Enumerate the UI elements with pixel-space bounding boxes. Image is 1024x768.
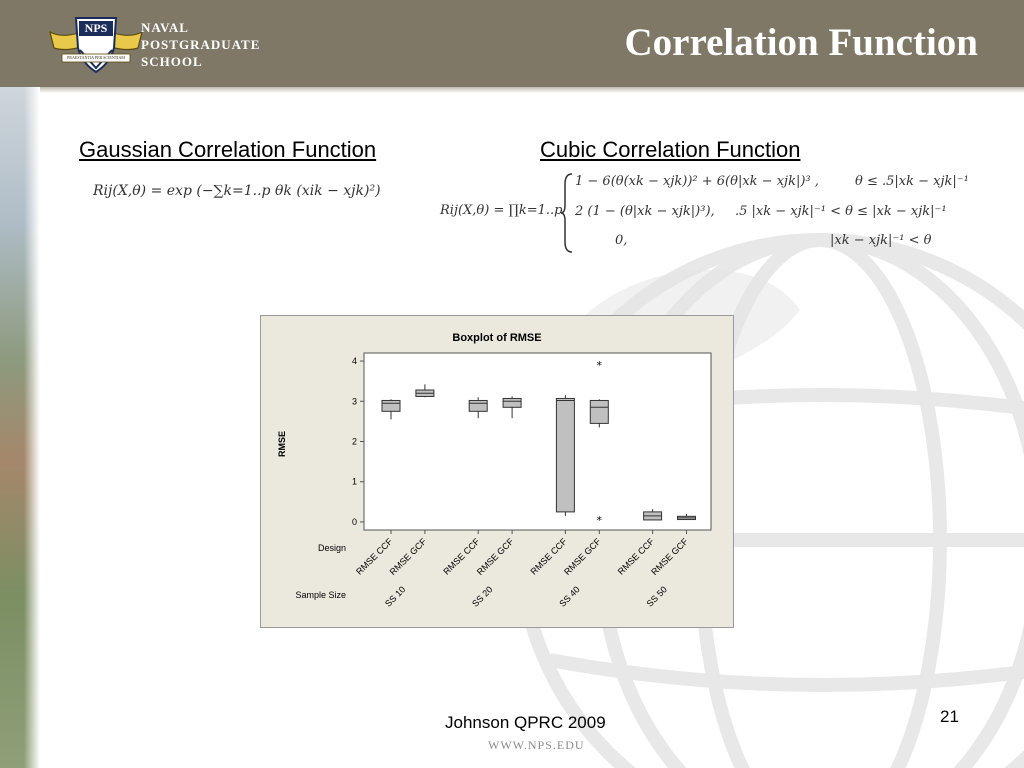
sample-size-label-3: SS 50: [644, 584, 669, 609]
design-label-3: RMSE GCF: [474, 536, 516, 578]
footer-url: WWW.NPS.EDU: [488, 738, 585, 752]
box-4: [556, 398, 574, 511]
sample-size-row-label: Sample Size: [295, 590, 346, 600]
logo-text: NPS: [84, 21, 108, 35]
sample-size-label-2: SS 40: [557, 584, 582, 609]
design-label-0: RMSE CCF: [354, 536, 395, 577]
design-label-7: RMSE GCF: [649, 536, 690, 578]
school-line-3: SCHOOL: [141, 54, 203, 69]
gaussian-heading: Gaussian Correlation Function: [79, 137, 377, 162]
design-label-2: RMSE CCF: [441, 536, 482, 577]
page-number: 21: [940, 707, 959, 726]
outlier-5-1: *: [596, 513, 603, 527]
box-3: [503, 398, 521, 407]
nps-logo: [46, 12, 146, 78]
gaussian-formula: Rij(X,θ) = exp (−∑k=1..p θk (xik − xjk)²): [93, 183, 381, 199]
brace-icon: [560, 172, 574, 254]
design-label-5: RMSE GCF: [562, 536, 603, 578]
cubic-heading: Cubic Correlation Function: [540, 137, 801, 162]
plot-area: [364, 353, 711, 530]
chart-title: Boxplot of RMSE: [452, 332, 542, 344]
cubic-case-1: 1 − 6(θ(xk − xjk))² + 6(θ|xk − xjk|)³ ,: [575, 174, 819, 189]
cubic-cond-3: |xk − xjk|⁻¹ < θ: [830, 233, 932, 248]
boxplot-panel: [260, 315, 734, 628]
header-shadow: [0, 87, 1024, 93]
sample-size-label-1: SS 20: [470, 584, 495, 609]
design-label-6: RMSE CCF: [615, 536, 657, 577]
cubic-formula-lhs: Rij(X,θ) = ∏k=1..p: [440, 203, 563, 218]
cubic-cond-1: θ ≤ .5|xk − xjk|⁻¹: [855, 174, 969, 189]
page-title: Correlation Function: [624, 21, 978, 64]
boxplot-chart: [261, 316, 733, 627]
y-axis-label: RMSE: [277, 430, 287, 458]
school-name: [141, 19, 260, 70]
box-0: [382, 400, 400, 411]
outlier-5-0: *: [596, 359, 603, 373]
photo-fade: [0, 87, 40, 768]
design-label-4: RMSE CCF: [528, 536, 569, 577]
sample-size-label-0: SS 10: [382, 584, 408, 609]
footer-author: Johnson QPRC 2009: [445, 713, 606, 732]
school-line-1: NAVAL: [141, 20, 189, 35]
cubic-case-3: 0,: [615, 233, 628, 248]
cubic-case-2: 2 (1 − (θ|xk − xjk|)³),: [575, 204, 715, 219]
y-tick-label-0: 0: [351, 516, 357, 527]
y-tick-label-1: 1: [351, 476, 357, 487]
design-row-label: Design: [317, 543, 346, 553]
y-tick-label-3: 3: [351, 396, 357, 407]
cubic-cond-2: .5 |xk − xjk|⁻¹ < θ ≤ |xk − xjk|⁻¹: [735, 204, 947, 219]
box-2: [469, 400, 487, 411]
box-5: [590, 400, 608, 423]
design-label-1: RMSE GCF: [387, 536, 429, 578]
logo-motto: PRAESTANTIA PER SCIENTIAM: [67, 55, 125, 60]
y-tick-label-4: 4: [351, 356, 357, 367]
y-tick-label-2: 2: [351, 436, 357, 447]
school-line-2: POSTGRADUATE: [141, 37, 261, 52]
